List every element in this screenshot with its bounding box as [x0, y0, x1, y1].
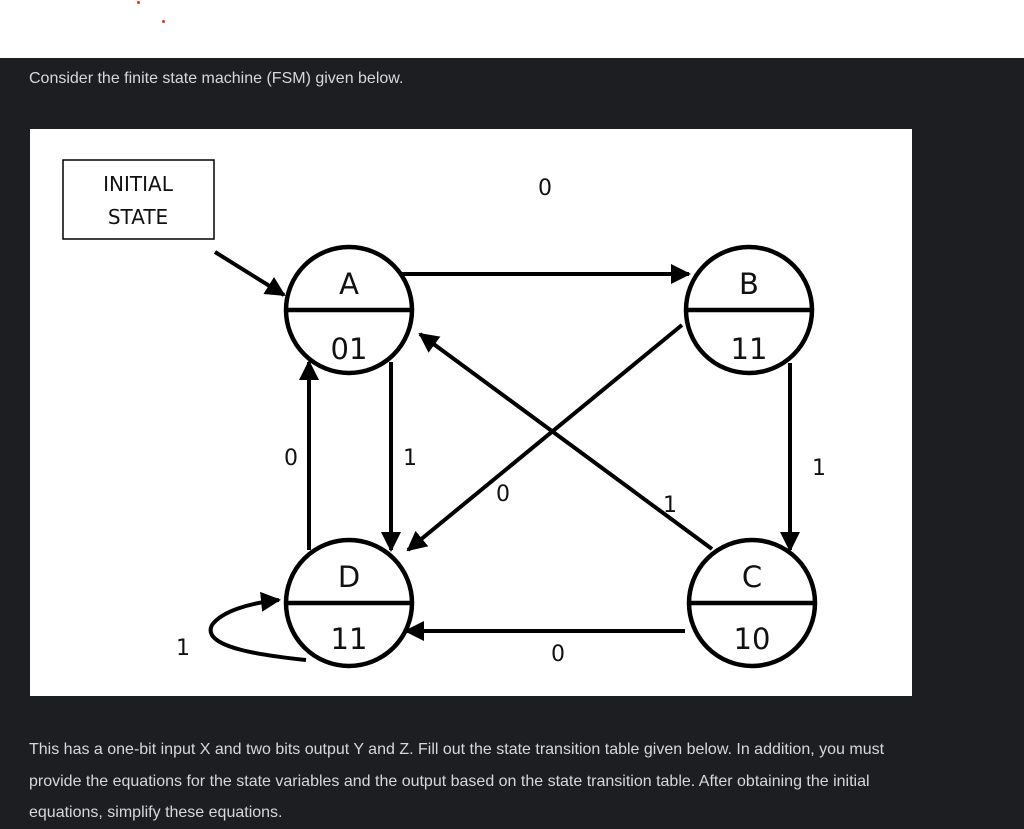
label-c-to-d: 0	[551, 642, 565, 667]
label-d-self-loop: 1	[176, 636, 190, 661]
state-d-output: 11	[330, 622, 368, 656]
state-d-name: D	[337, 560, 361, 594]
state-c	[689, 540, 815, 666]
label-b-to-c: 1	[812, 456, 826, 481]
state-b-name: B	[739, 267, 759, 301]
question-outro: This has a one-bit input X and two bits output Y and Z. Fill out the state transition table given below. In addition, you must provide the equations for the state variables and the output based on the state transition table. After obtaining the initial equations, simplify these equations.	[29, 741, 885, 821]
state-a	[286, 247, 412, 373]
label-b-to-d: 0	[496, 482, 510, 507]
label-d-to-a: 0	[284, 446, 298, 471]
question-intro: Consider the finite state machine (FSM) given below.	[29, 70, 404, 87]
state-c-name: C	[741, 560, 763, 594]
initial-state-label-line2: STATE	[107, 205, 169, 229]
state-d	[286, 540, 412, 666]
label-c-to-a: 1	[663, 493, 677, 518]
decorative-dot	[162, 20, 165, 23]
initial-state-label-line1: INITIAL	[103, 172, 173, 196]
decorative-dot	[137, 1, 140, 4]
state-b-output: 11	[730, 332, 768, 366]
state-c-output: 10	[733, 622, 771, 656]
initial-state-box	[63, 160, 214, 239]
state-a-name: A	[339, 267, 359, 301]
edge-b-to-d	[408, 325, 682, 550]
state-b	[686, 247, 812, 373]
label-a-to-d: 1	[403, 446, 417, 471]
state-a-output: 01	[330, 332, 368, 366]
initial-arrow	[215, 252, 284, 295]
fsm-diagram	[30, 129, 912, 696]
top-bar	[0, 0, 1024, 58]
label-a-to-b: 0	[538, 176, 552, 201]
